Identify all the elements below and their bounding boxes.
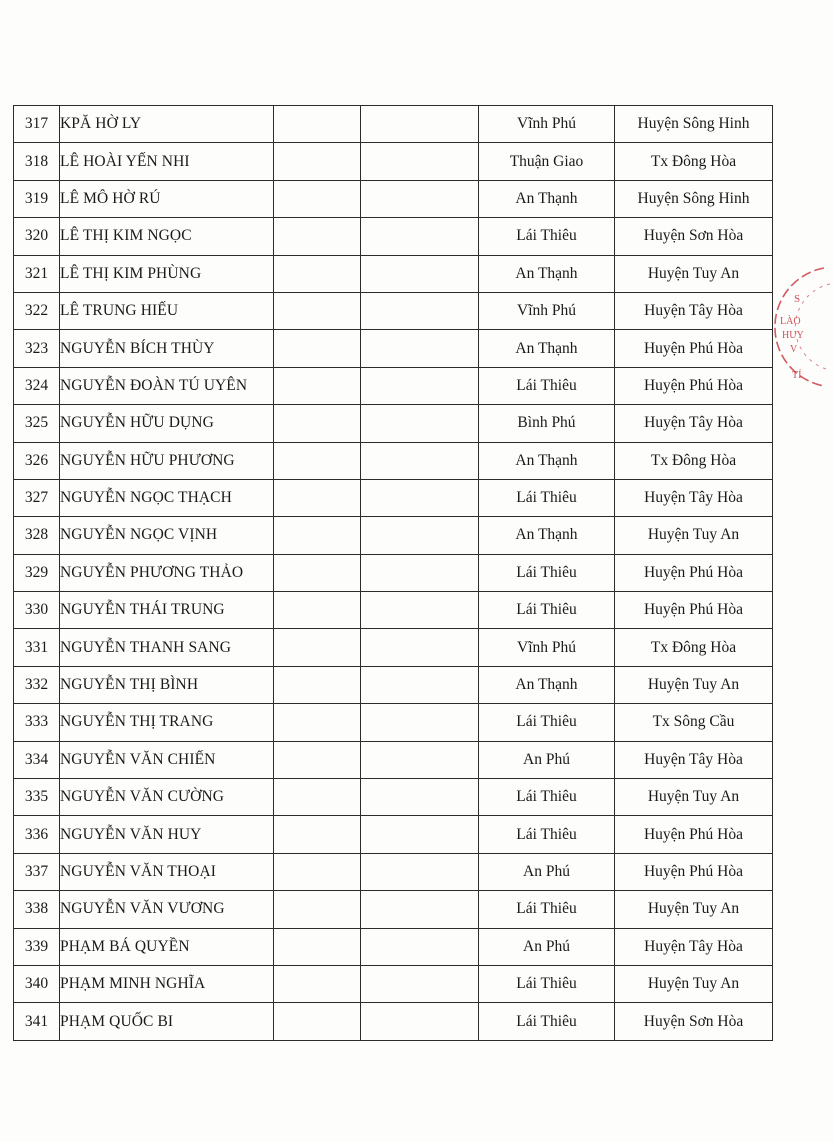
empty-cell <box>361 106 479 143</box>
empty-cell <box>274 106 361 143</box>
person-name: NGUYỄN VĂN THOẠI <box>60 853 274 890</box>
person-name: NGUYỄN THÁI TRUNG <box>60 592 274 629</box>
row-number: 339 <box>14 928 60 965</box>
commune-name: Vĩnh Phú <box>479 292 615 329</box>
empty-cell <box>361 255 479 292</box>
district-name: Huyện Tuy An <box>615 666 773 703</box>
row-number: 328 <box>14 517 60 554</box>
table-row <box>14 405 773 442</box>
roster-table-body <box>14 106 773 1041</box>
district-name: Huyện Tuy An <box>615 517 773 554</box>
district-name: Huyện Sơn Hòa <box>615 1003 773 1040</box>
stamp-fragment: TỈ <box>792 370 802 381</box>
empty-cell <box>361 592 479 629</box>
empty-cell <box>274 143 361 180</box>
district-name: Huyện Tuy An <box>615 779 773 816</box>
row-number: 327 <box>14 479 60 516</box>
commune-name: Lái Thiêu <box>479 479 615 516</box>
person-name: LÊ THỊ KIM PHÙNG <box>60 255 274 292</box>
person-name: NGUYỄN VĂN CHIẾN <box>60 741 274 778</box>
table-row <box>14 442 773 479</box>
table-row <box>14 143 773 180</box>
row-number: 325 <box>14 405 60 442</box>
commune-name: Lái Thiêu <box>479 218 615 255</box>
empty-cell <box>361 218 479 255</box>
empty-cell <box>274 816 361 853</box>
person-name: NGUYỄN NGỌC THẠCH <box>60 479 274 516</box>
empty-cell <box>274 965 361 1002</box>
row-number: 326 <box>14 442 60 479</box>
person-name: NGUYỄN THỊ BÌNH <box>60 666 274 703</box>
empty-cell <box>274 255 361 292</box>
row-number: 335 <box>14 779 60 816</box>
empty-cell <box>274 554 361 591</box>
row-number: 337 <box>14 853 60 890</box>
table-row <box>14 965 773 1002</box>
commune-name: Bình Phú <box>479 405 615 442</box>
person-name: NGUYỄN VĂN VƯƠNG <box>60 891 274 928</box>
empty-cell <box>361 330 479 367</box>
empty-cell <box>274 704 361 741</box>
commune-name: Vĩnh Phú <box>479 106 615 143</box>
row-number: 332 <box>14 666 60 703</box>
row-number: 340 <box>14 965 60 1002</box>
empty-cell <box>361 479 479 516</box>
empty-cell <box>361 891 479 928</box>
commune-name: An Thạnh <box>479 180 615 217</box>
empty-cell <box>361 666 479 703</box>
empty-cell <box>361 292 479 329</box>
row-number: 324 <box>14 367 60 404</box>
district-name: Tx Đông Hòa <box>615 143 773 180</box>
table-row <box>14 666 773 703</box>
stamp-fragment: HUY <box>782 330 804 341</box>
district-name: Huyện Tuy An <box>615 965 773 1002</box>
table-row <box>14 106 773 143</box>
row-number: 336 <box>14 816 60 853</box>
empty-cell <box>274 517 361 554</box>
table-row <box>14 891 773 928</box>
empty-cell <box>274 405 361 442</box>
empty-cell <box>274 928 361 965</box>
commune-name: An Thạnh <box>479 666 615 703</box>
empty-cell <box>361 965 479 1002</box>
district-name: Huyện Phú Hòa <box>615 816 773 853</box>
commune-name: An Thạnh <box>479 255 615 292</box>
district-name: Huyện Tây Hòa <box>615 479 773 516</box>
table-row <box>14 928 773 965</box>
table-row <box>14 1003 773 1040</box>
empty-cell <box>361 554 479 591</box>
row-number: 317 <box>14 106 60 143</box>
table-row <box>14 218 773 255</box>
person-name: NGUYỄN HỮU DỤNG <box>60 405 274 442</box>
empty-cell <box>361 143 479 180</box>
person-name: PHẠM BÁ QUYỀN <box>60 928 274 965</box>
person-name: NGUYỄN THỊ TRANG <box>60 704 274 741</box>
empty-cell <box>361 517 479 554</box>
commune-name: An Phú <box>479 928 615 965</box>
commune-name: Lái Thiêu <box>479 367 615 404</box>
empty-cell <box>274 292 361 329</box>
roster-table <box>13 105 773 1041</box>
empty-cell <box>361 704 479 741</box>
district-name: Huyện Tuy An <box>615 255 773 292</box>
commune-name: Lái Thiêu <box>479 704 615 741</box>
commune-name: An Phú <box>479 741 615 778</box>
empty-cell <box>274 442 361 479</box>
commune-name: An Thạnh <box>479 517 615 554</box>
table-row <box>14 816 773 853</box>
person-name: PHẠM QUỐC BI <box>60 1003 274 1040</box>
person-name: NGUYỄN VĂN HUY <box>60 816 274 853</box>
row-number: 320 <box>14 218 60 255</box>
district-name: Huyện Phú Hòa <box>615 853 773 890</box>
empty-cell <box>361 779 479 816</box>
person-name: NGUYỄN ĐOÀN TÚ UYÊN <box>60 367 274 404</box>
empty-cell <box>361 442 479 479</box>
empty-cell <box>361 816 479 853</box>
empty-cell <box>274 779 361 816</box>
commune-name: Lái Thiêu <box>479 816 615 853</box>
district-name: Huyện Phú Hòa <box>615 554 773 591</box>
table-row <box>14 330 773 367</box>
commune-name: An Thạnh <box>479 442 615 479</box>
row-number: 318 <box>14 143 60 180</box>
stamp-fragment: LÀO <box>780 316 801 327</box>
stamp-fragment: S <box>794 293 801 305</box>
district-name: Huyện Tây Hòa <box>615 405 773 442</box>
empty-cell <box>274 1003 361 1040</box>
row-number: 323 <box>14 330 60 367</box>
person-name: LÊ HOÀI YẾN NHI <box>60 143 274 180</box>
commune-name: Thuận Giao <box>479 143 615 180</box>
empty-cell <box>274 853 361 890</box>
person-name: LÊ MÔ HỜ RÚ <box>60 180 274 217</box>
table-row <box>14 479 773 516</box>
district-name: Huyện Sông Hinh <box>615 106 773 143</box>
empty-cell <box>361 853 479 890</box>
empty-cell <box>274 479 361 516</box>
row-number: 329 <box>14 554 60 591</box>
empty-cell <box>361 741 479 778</box>
empty-cell <box>361 928 479 965</box>
empty-cell <box>274 180 361 217</box>
district-name: Tx Sông Cầu <box>615 704 773 741</box>
district-name: Huyện Sông Hinh <box>615 180 773 217</box>
empty-cell <box>274 666 361 703</box>
table-row <box>14 779 773 816</box>
person-name: NGUYỄN PHƯƠNG THẢO <box>60 554 274 591</box>
table-row <box>14 554 773 591</box>
table-row <box>14 255 773 292</box>
empty-cell <box>361 367 479 404</box>
district-name: Huyện Phú Hòa <box>615 367 773 404</box>
empty-cell <box>274 891 361 928</box>
district-name: Huyện Tuy An <box>615 891 773 928</box>
empty-cell <box>361 405 479 442</box>
commune-name: Vĩnh Phú <box>479 629 615 666</box>
row-number: 341 <box>14 1003 60 1040</box>
empty-cell <box>274 741 361 778</box>
empty-cell <box>274 218 361 255</box>
empty-cell <box>361 180 479 217</box>
commune-name: Lái Thiêu <box>479 592 615 629</box>
table-row <box>14 741 773 778</box>
commune-name: Lái Thiêu <box>479 891 615 928</box>
row-number: 333 <box>14 704 60 741</box>
row-number: 338 <box>14 891 60 928</box>
district-name: Tx Đông Hòa <box>615 629 773 666</box>
person-name: NGUYỄN VĂN CƯỜNG <box>60 779 274 816</box>
row-number: 321 <box>14 255 60 292</box>
district-name: Huyện Tây Hòa <box>615 741 773 778</box>
row-number: 330 <box>14 592 60 629</box>
person-name: NGUYỄN BÍCH THÙY <box>60 330 274 367</box>
table-row <box>14 517 773 554</box>
empty-cell <box>274 592 361 629</box>
district-name: Huyện Tây Hòa <box>615 292 773 329</box>
empty-cell <box>361 1003 479 1040</box>
table-row <box>14 367 773 404</box>
stamp-fragment: V <box>790 344 798 355</box>
red-seal-stamp <box>764 262 834 392</box>
district-name: Huyện Phú Hòa <box>615 330 773 367</box>
table-row <box>14 592 773 629</box>
commune-name: Lái Thiêu <box>479 965 615 1002</box>
empty-cell <box>274 330 361 367</box>
commune-name: An Thạnh <box>479 330 615 367</box>
table-row <box>14 704 773 741</box>
district-name: Huyện Phú Hòa <box>615 592 773 629</box>
commune-name: Lái Thiêu <box>479 779 615 816</box>
district-name: Tx Đông Hòa <box>615 442 773 479</box>
commune-name: An Phú <box>479 853 615 890</box>
table-row <box>14 629 773 666</box>
row-number: 322 <box>14 292 60 329</box>
empty-cell <box>274 367 361 404</box>
empty-cell <box>361 629 479 666</box>
person-name: LÊ THỊ KIM NGỌC <box>60 218 274 255</box>
district-name: Huyện Tây Hòa <box>615 928 773 965</box>
district-name: Huyện Sơn Hòa <box>615 218 773 255</box>
person-name: KPĂ HỜ LY <box>60 106 274 143</box>
table-row <box>14 853 773 890</box>
row-number: 319 <box>14 180 60 217</box>
person-name: NGUYỄN HỮU PHƯƠNG <box>60 442 274 479</box>
row-number: 331 <box>14 629 60 666</box>
table-row <box>14 180 773 217</box>
commune-name: Lái Thiêu <box>479 554 615 591</box>
empty-cell <box>274 629 361 666</box>
person-name: PHẠM MINH NGHĨA <box>60 965 274 1002</box>
person-name: NGUYỄN THANH SANG <box>60 629 274 666</box>
commune-name: Lái Thiêu <box>479 1003 615 1040</box>
person-name: NGUYỄN NGỌC VỊNH <box>60 517 274 554</box>
table-row <box>14 292 773 329</box>
row-number: 334 <box>14 741 60 778</box>
person-name: LÊ TRUNG HIẾU <box>60 292 274 329</box>
